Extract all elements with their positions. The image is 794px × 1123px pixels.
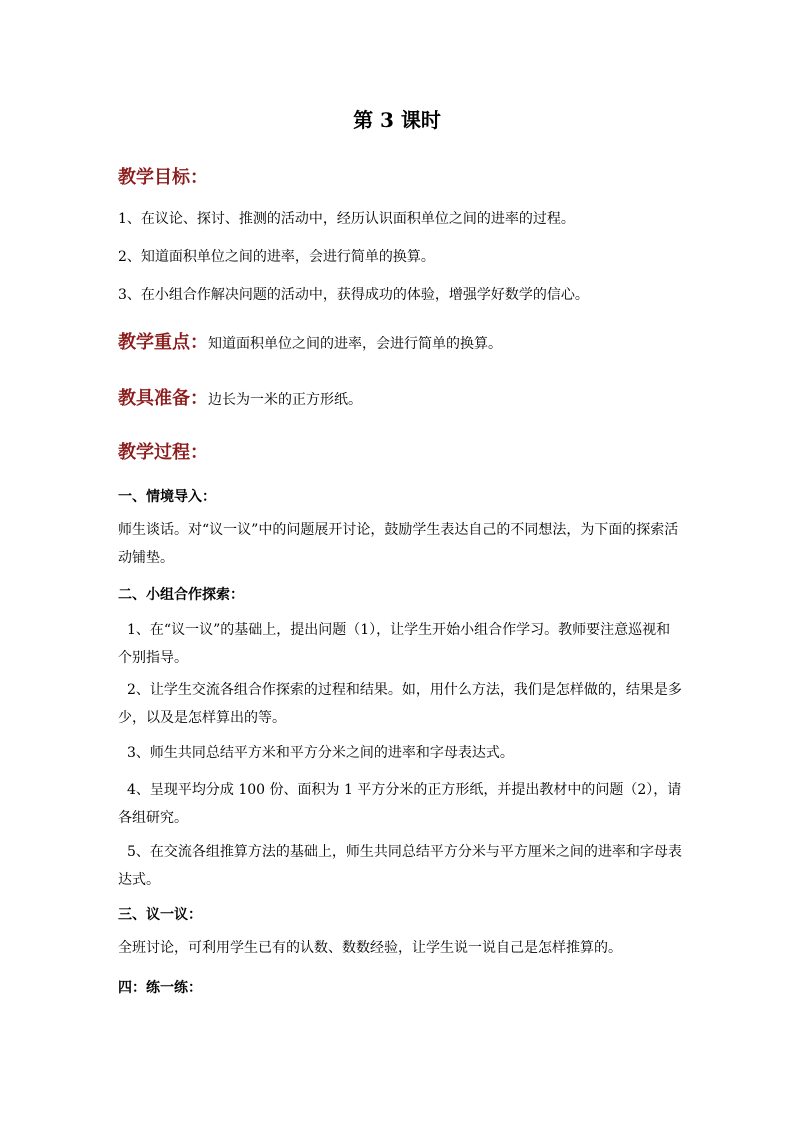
goals-heading: 教学目标： — [118, 167, 208, 188]
goal-item-2: 2、知道面积单位之间的进率，会进行简单的换算。 — [118, 249, 435, 265]
materials-heading: 教具准备： — [118, 388, 208, 409]
section-2-item-4: 4、呈现平均分成 100 份、面积为 1 平方分米的正方形纸，并提出教材中的问题（2），请各组研究。 — [118, 782, 682, 826]
section-3-text: 全班讨论，可利用学生已有的认数、数数经验，让学生说一说自己是怎样推算的。 — [118, 940, 622, 956]
section-4-heading: 四：练一练： — [118, 980, 202, 996]
section-2-item-1: 1、在“议一议”的基础上，提出问题（1），让学生开始小组合作学习。教师要注意巡视和个别指导。 — [118, 622, 671, 666]
section-1-text: 师生谈话。对“议一议”中的问题展开讨论，鼓励学生表达自己的不同想法，为下面的探索活动铺垫。 — [118, 522, 679, 566]
key-points-heading: 教学重点： — [118, 332, 208, 353]
section-2-item-3: 3、师生共同总结平方米和平方分米之间的进率和字母表达式。 — [127, 745, 514, 761]
section-1-heading: 一、情境导入： — [118, 489, 216, 505]
section-2-heading: 二、小组合作探索： — [118, 587, 244, 603]
goal-item-3: 3、在小组合作解决问题的活动中，获得成功的体验，增强学好数学的信心。 — [118, 287, 589, 303]
section-2-item-2: 2、让学生交流各组合作探索的过程和结果。如，用什么方法，我们是怎样做的，结果是多少，以及是怎样算出的等。 — [118, 682, 682, 726]
key-points-text: 知道面积单位之间的进率，会进行简单的换算。 — [208, 336, 502, 352]
goal-item-1: 1、在议论、探讨、推测的活动中，经历认识面积单位之间的进率的过程。 — [118, 211, 575, 227]
key-points-row — [118, 328, 502, 354]
page-title: 第 3 课时 — [353, 108, 441, 132]
section-3-heading: 三、议一议： — [118, 907, 202, 923]
materials-row — [118, 384, 362, 410]
materials-text: 边长为一米的正方形纸。 — [208, 392, 362, 408]
process-heading: 教学过程： — [118, 442, 208, 463]
section-2-item-5: 5、在交流各组推算方法的基础上，师生共同总结平方分米与平方厘米之间的进率和字母表达式。 — [118, 844, 682, 888]
